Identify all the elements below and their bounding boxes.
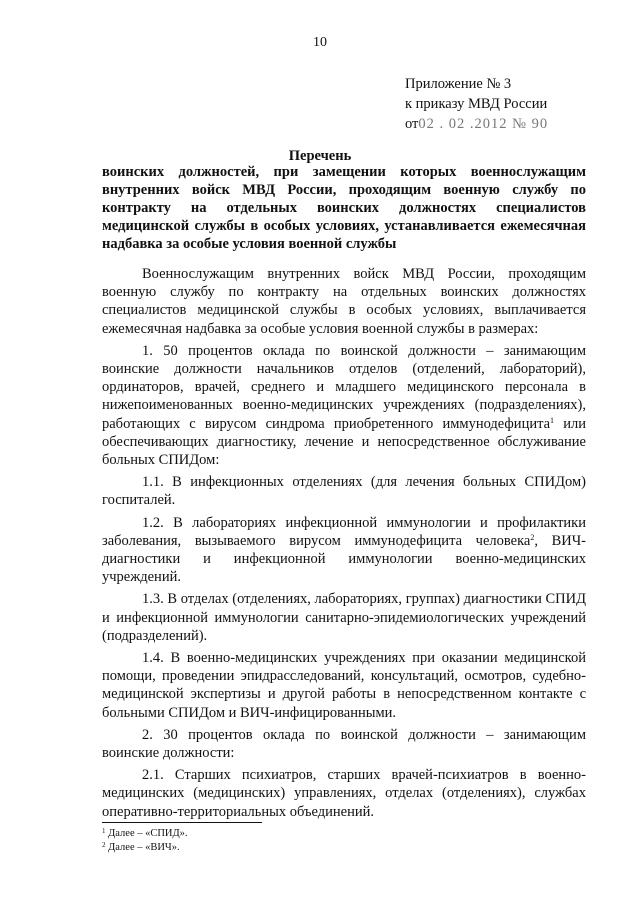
footnotes <box>102 827 188 855</box>
footnote-2-mark: 2 <box>102 841 106 849</box>
document-subtitle: воинских должностей, при замещении которых военнослужащим внутренних войск МВД России, проходящим военную службу по контракту на отдельных воинских должностях специалистов медицинской службы в особых условиях, устанавливается ежемесячная надбавка за особые условия военной службы <box>102 164 586 252</box>
footnote-ref-2: 2 <box>530 532 535 542</box>
document-title: Перечень <box>288 148 352 164</box>
paragraph-1-3: 1.3. В отделах (отделениях, лабораториях, группах) диагностики СПИД и инфекционной иммунологии санитарно-эпидемиологических учреждений (подразделений). <box>102 591 586 644</box>
paragraph-1 <box>102 342 586 469</box>
paragraph-1-2 <box>102 514 586 587</box>
footnote-1-mark: 1 <box>102 827 106 835</box>
appendix-date-number: 02 . 02 .2012 № 90 <box>418 116 549 132</box>
page-number: 10 <box>313 35 327 50</box>
appendix-line-3 <box>405 114 548 134</box>
appendix-line-2: к приказу МВД России <box>405 96 548 112</box>
paragraph-1-2-text-b: , ВИЧ-диагностики и инфекционной иммунологии военно-медицинских учреждений. <box>102 532 586 586</box>
footnote-1-text: Далее – «СПИД». <box>105 828 188 839</box>
footnote-2-text: Далее – «ВИЧ». <box>105 842 180 853</box>
paragraph-1-text-b: или обеспечивающих диагностику, лечение и непосредственное обслуживание больных СПИДом: <box>102 415 586 469</box>
footnote-ref-1: 1 <box>550 415 555 425</box>
footnote-divider <box>102 822 262 823</box>
appendix-line-1: Приложение № 3 <box>405 76 512 92</box>
paragraph-1-1: 1.1. В инфекционных отделениях (для лечения больных СПИДом) госпиталей. <box>102 474 586 509</box>
paragraph-2: 2. 30 процентов оклада по воинской должности – занимающим воинские должности: <box>102 726 586 762</box>
document-body <box>102 265 586 821</box>
paragraph-intro: Военнослужащим внутренних войск МВД России, проходящим военную службу по контракту на отдельных воинских должностях специалистов медицинской службы в особых условиях, выплачивается ежемесячная надбавка за особые условия военной службы в размерах: <box>102 266 586 337</box>
appendix-header <box>405 74 548 134</box>
paragraph-1-2-text-a: 1.2. В лабораториях инфекционной иммунологии и профилактики заболевания, вызываемого вирусом иммунодефицита человека <box>102 514 586 549</box>
paragraph-2-1: 2.1. Старших психиатров, старших врачей-психиатров в военно-медицинских (медицинских) управлениях, отделах (отделениях), службах оперативно-территориальных объединений. <box>102 767 586 820</box>
appendix-date-prefix: от <box>405 116 419 132</box>
paragraph-1-text-a: 1. 50 процентов оклада по воинской должности – занимающим воинские должности начальников отделов (отделений, лабораторий), ординаторов, врачей, среднего и младшего медицинского персонала в нижепоименованных военно-медицинских учреждениях (подразделениях), работающих с вирусом синдрома приобретенного иммунодефицита <box>102 342 586 432</box>
paragraph-1-4: 1.4. В военно-медицинских учреждениях при оказании медицинской помощи, проведении эпидрасследований, консультаций, осмотров, судебно-медицинской экспертизы и другой работы в непосредственном контакте с больными СПИДом и ВИЧ-инфицированными. <box>102 650 586 721</box>
footnote-2 <box>102 841 188 855</box>
footnote-1 <box>102 827 188 841</box>
